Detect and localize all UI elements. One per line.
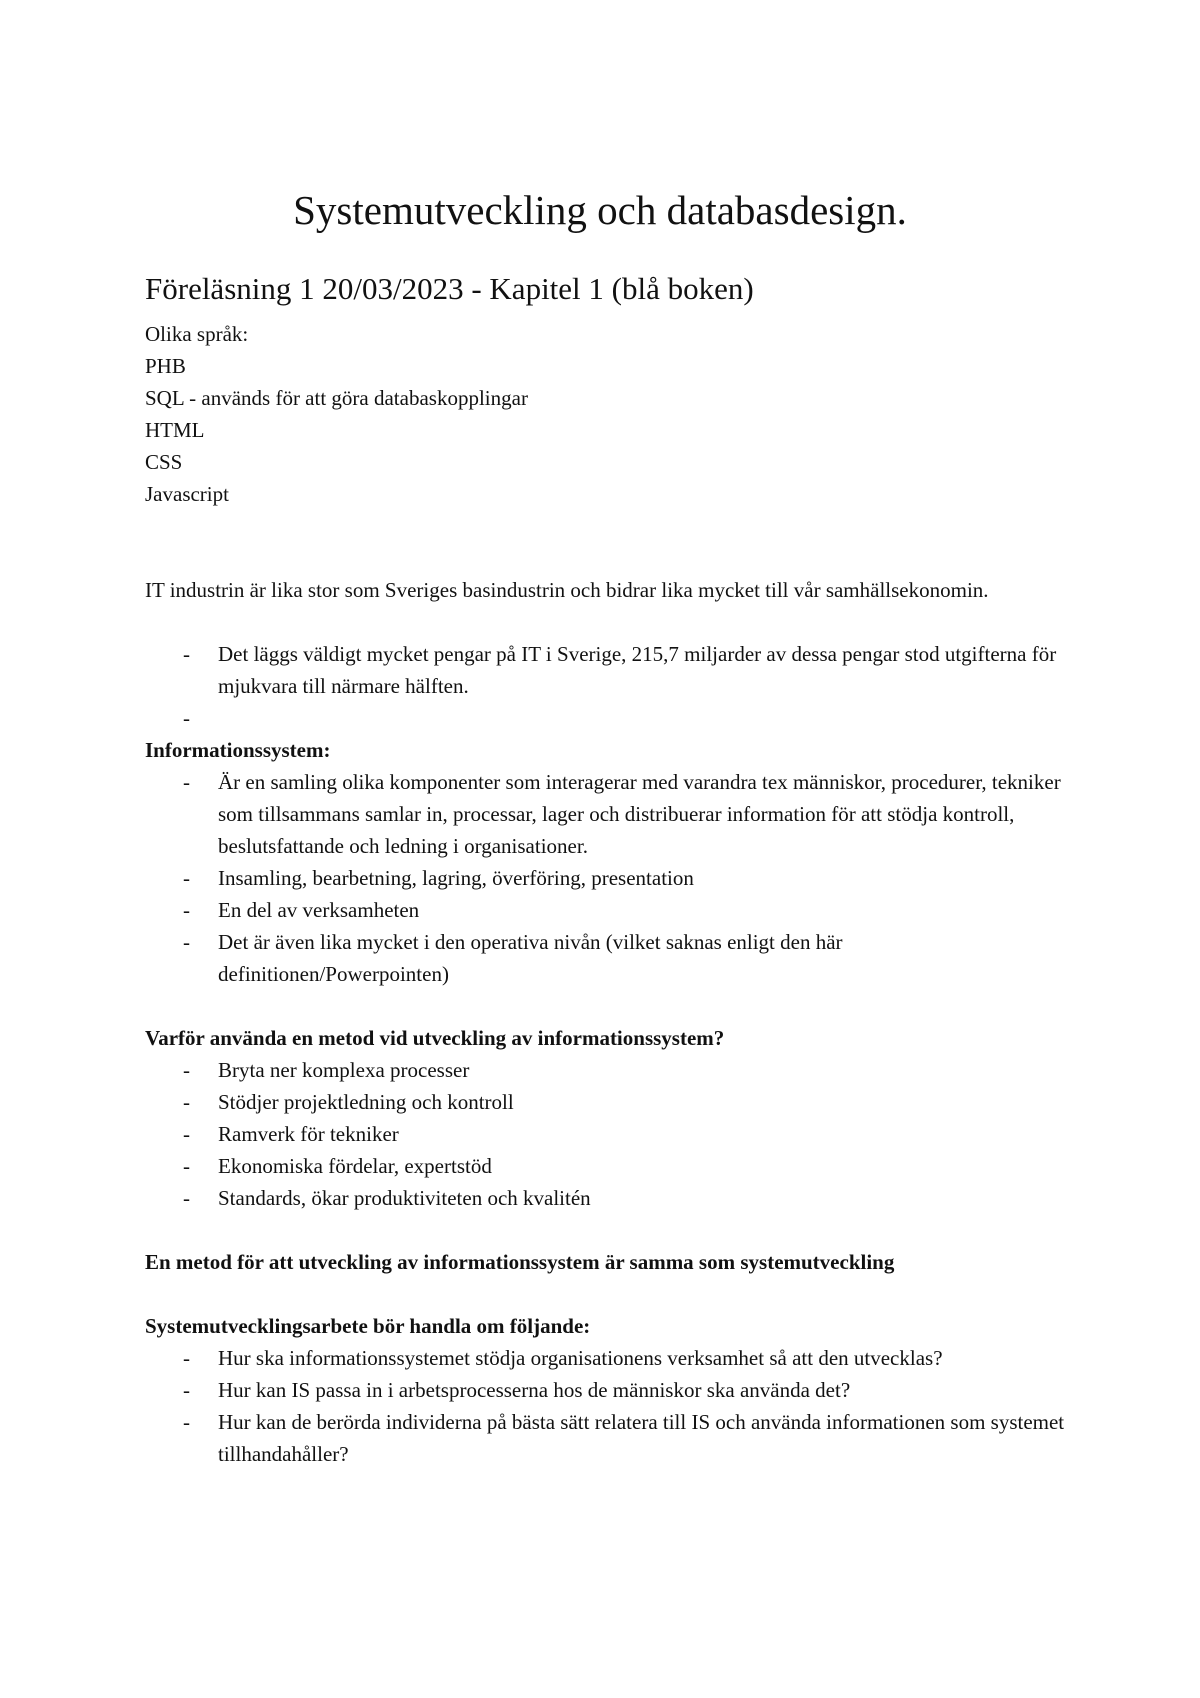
document-title: Systemutveckling och databasdesign. [293, 187, 907, 233]
list-item-text: Insamling, bearbetning, lagring, överföring, presentation [218, 866, 694, 890]
list-item [145, 1086, 1075, 1118]
list-item [145, 1374, 1075, 1406]
language-item: HTML [145, 418, 205, 442]
dash-marker: - [183, 1122, 190, 1146]
dash-marker: - [183, 866, 190, 890]
list-item-text: Hur kan de berörda individerna på bästa sätt relatera till IS och använda informationen som systemet tillhandahåller? [218, 1410, 1065, 1466]
dash-marker: - [183, 770, 190, 794]
list-item-text: Det är även lika mycket i den operativa nivån (vilket saknas enligt den här definitionen/Powerpointen) [218, 930, 843, 986]
industry-paragraph: IT industrin är lika stor som Sveriges basindustrin och bidrar lika mycket till vår samhällsekonomin. [145, 578, 989, 602]
why-method-heading: Varför använda en metod vid utveckling av informationssystem? [145, 1026, 725, 1050]
list-item-text: En del av verksamheten [218, 898, 420, 922]
list-item-text: Standards, ökar produktiviteten och kvalitén [218, 1186, 591, 1210]
list-item [145, 1054, 1075, 1086]
dash-marker: - [183, 1410, 190, 1434]
info-systems-list [145, 766, 1075, 990]
list-item-text: Ekonomiska fördelar, expertstöd [218, 1154, 492, 1178]
dash-marker: - [183, 1186, 190, 1210]
language-item: Javascript [145, 482, 229, 506]
list-item-text: Bryta ner komplexa processer [218, 1058, 470, 1082]
list-item-text: Det läggs väldigt mycket pengar på IT i Sverige, 215,7 miljarder av dessa pengar stod utgifterna för mjukvara till närmare hälften. [218, 642, 1057, 698]
lecture-heading: Föreläsning 1 20/03/2023 - Kapitel 1 (blå boken) [145, 271, 754, 306]
dash-marker: - [183, 930, 190, 954]
list-item [145, 1406, 1075, 1470]
list-item [145, 862, 1075, 894]
list-item-text: Ramverk för tekniker [218, 1122, 399, 1146]
list-item [145, 638, 1075, 702]
dash-marker: - [183, 1154, 190, 1178]
language-item: CSS [145, 450, 183, 474]
info-systems-heading: Informationssystem: [145, 738, 331, 762]
dash-marker: - [183, 1346, 190, 1370]
why-method-list [145, 1054, 1075, 1214]
dash-marker: - [183, 1058, 190, 1082]
list-item [145, 766, 1075, 862]
dash-marker: - [183, 706, 190, 730]
list-item-text: Hur ska informationssystemet stödja organisationens verksamhet så att den utvecklas? [218, 1346, 943, 1370]
document-content [145, 180, 1075, 1470]
method-statement: En metod för att utveckling av informationssystem är samma som systemutveckling [145, 1250, 895, 1274]
list-item [145, 1182, 1075, 1214]
sysdev-work-heading: Systemutvecklingsarbete bör handla om följande: [145, 1314, 591, 1338]
dash-marker: - [183, 642, 190, 666]
list-item [145, 1150, 1075, 1182]
languages-label: Olika språk: [145, 322, 249, 346]
list-item [145, 926, 1075, 990]
list-item-text: Stödjer projektledning och kontroll [218, 1090, 514, 1114]
sysdev-work-list [145, 1342, 1075, 1470]
list-item [145, 1118, 1075, 1150]
languages-list [145, 318, 1075, 510]
list-item [145, 894, 1075, 926]
language-item: SQL - används för att göra databaskopplingar [145, 386, 528, 410]
industry-bullet-list [145, 638, 1075, 730]
list-item [145, 1342, 1075, 1374]
list-item-text: Hur kan IS passa in i arbetsprocesserna hos de människor ska använda det? [218, 1378, 851, 1402]
dash-marker: - [183, 1378, 190, 1402]
list-item-text: Är en samling olika komponenter som interagerar med varandra tex människor, procedurer, tekniker som tillsammans samlar in, processar, lager och distribuerar information för att stödja kontroll, beslutsfattande och ledning i organisationer. [218, 770, 1061, 858]
dash-marker: - [183, 898, 190, 922]
language-item: PHB [145, 354, 186, 378]
dash-marker: - [183, 1090, 190, 1114]
